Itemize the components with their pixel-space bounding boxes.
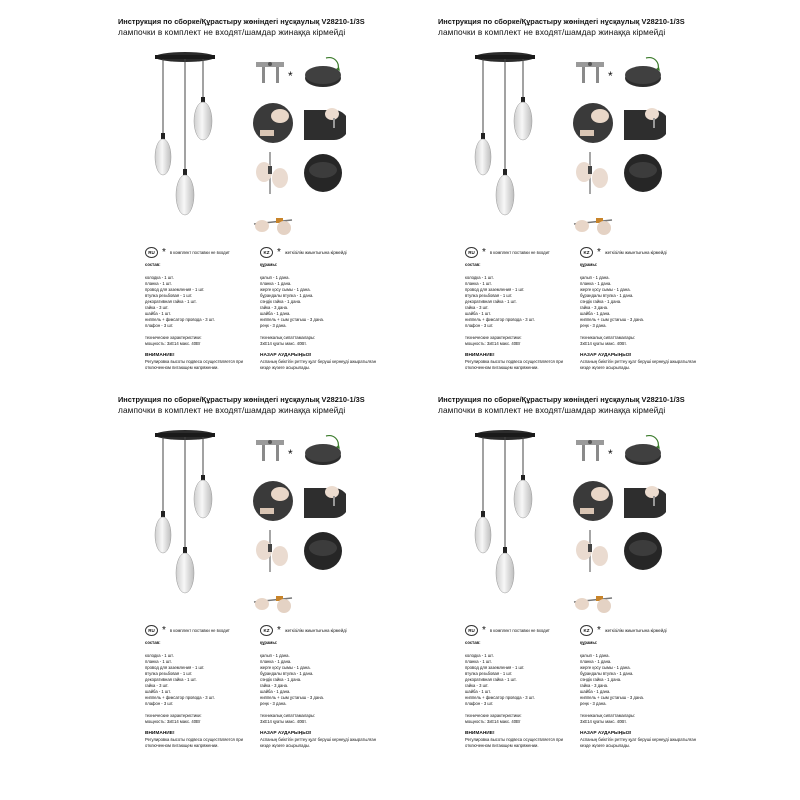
sheet-subtitle: лампочки в комплект не входят/шамдар жинаққа кірмейді — [118, 27, 346, 37]
list-item: бұрандалы втулка - 1 дана. — [580, 293, 634, 298]
star-icon: * — [162, 624, 166, 636]
contents-kz — [580, 262, 698, 371]
list-item: ниппель + сым ұстағыш - 3 дана. — [260, 695, 324, 700]
list-item: плафон - 3 шт. — [465, 701, 494, 706]
contents-ru-heading: состав: — [145, 262, 161, 267]
instruction-sheet — [320, 378, 720, 778]
list-item: планка - 1 шт. — [465, 281, 492, 286]
spec-kz-heading: техникалық сипаттамалары: — [580, 335, 636, 340]
list-item: ниппель + фиксатор провода - 3 шт. — [465, 317, 535, 322]
list-item: қалып - 1 дана. — [260, 653, 290, 658]
wire-connection-photo — [250, 200, 296, 246]
photo-star-label: * — [288, 69, 293, 83]
list-item: шайба - 1 шт. — [465, 311, 491, 316]
spec-ru-heading: технические характеристики: — [465, 713, 522, 718]
warning-ru-heading: ВНИМАНИЕ! — [465, 731, 495, 736]
list-item: декоративная гайка - 1 шт. — [145, 677, 197, 682]
list-item: планка - 1 дана. — [580, 659, 612, 664]
contents-ru — [465, 640, 583, 749]
legend-ru-text: в комплект поставки не входит — [169, 249, 230, 255]
legend-kz-text: жеткізілім жиынтығына кірмейді — [604, 249, 667, 255]
ru-badge-icon: RU — [145, 247, 158, 258]
list-item: қалып - 1 дана. — [260, 275, 290, 280]
contents-ru — [145, 640, 263, 749]
spec-ru-value: мощность: 3xE14 макс. 40Вт — [465, 719, 521, 724]
list-item: ниппель + фиксатор провода - 3 шт. — [145, 317, 215, 322]
list-item: ниппель + фиксатор провода - 3 шт. — [145, 695, 215, 700]
contents-ru-heading: состав: — [465, 262, 481, 267]
warning-kz-heading: НАЗАР АУДАРЫҢЫЗ! — [260, 353, 312, 358]
legend-ru-text: в комплект поставки не входит — [489, 249, 550, 255]
warning-kz-heading: НАЗАР АУДАРЫҢЫЗ! — [580, 353, 632, 358]
adjusting-wire-photo — [570, 528, 616, 574]
wire-connection-photo — [570, 200, 616, 246]
contents-ru-heading: состав: — [145, 640, 161, 645]
list-item: сәндік гайка - 1 дана. — [580, 299, 622, 304]
photo-star-label: * — [288, 447, 293, 461]
list-item: декоративная гайка - 1 шт. — [145, 299, 197, 304]
list-item: втулка резьбовая - 1 шт. — [145, 671, 193, 676]
list-item: жерге қосу сымы - 1 дана. — [260, 287, 311, 292]
spec-kz-heading: техникалық сипаттамалары: — [260, 713, 316, 718]
legend-ru-text: в комплект поставки не входит — [489, 627, 550, 633]
ru-badge-icon: RU — [145, 625, 158, 636]
list-item: декоративная гайка - 1 шт. — [465, 299, 517, 304]
warning-kz-text: Аспаның биіктігін реттеу қуат беруші кернеуді ажыратылған кезде жүзеге асырылады. — [580, 359, 697, 370]
legend-ru — [465, 246, 550, 258]
legend-kz-text: жеткізілім жиынтығына кірмейді — [604, 627, 667, 633]
list-item: қалып - 1 дана. — [580, 275, 610, 280]
sheet-title: Инструкция по сборке/Құрастыру жөніндегі нұсқаулық V28210-1/3S — [438, 17, 685, 26]
spec-ru-heading: технические характеристики: — [145, 335, 202, 340]
list-item: втулка резьбовая - 1 шт. — [465, 671, 513, 676]
spec-ru-heading: технические характеристики: — [465, 335, 522, 340]
installing-cover-photo — [570, 478, 616, 524]
sheet-subtitle: лампочки в комплект не входят/шамдар жинаққа кірмейді — [438, 27, 666, 37]
list-item: планка - 1 шт. — [465, 659, 492, 664]
list-item: жерге қосу сымы - 1 дана. — [580, 287, 631, 292]
wire-connection-photo — [570, 578, 616, 624]
list-item: жерге қосу сымы - 1 дана. — [260, 665, 311, 670]
contents-ru — [465, 262, 583, 371]
list-item: реңк - 3 дана. — [260, 701, 287, 706]
contents-kz-heading: құрамы: — [260, 262, 278, 267]
list-item: ниппель + сым ұстағыш - 3 дана. — [580, 695, 644, 700]
legend-ru-text: в комплект поставки не входит — [169, 627, 230, 633]
instruction-sheet — [320, 0, 720, 400]
kz-badge-icon: KZ — [580, 625, 593, 636]
photo-star-label: * — [608, 69, 613, 83]
adjusting-wire-photo — [250, 150, 296, 196]
ceiling-canopy-photo — [620, 428, 666, 474]
list-item: провод для заземления - 1 шт. — [145, 665, 205, 670]
star-icon: * — [277, 624, 281, 636]
adjusting-wire-photo — [570, 150, 616, 196]
list-item: қалып - 1 дана. — [580, 653, 610, 658]
list-item: плафон - 3 шт. — [145, 323, 174, 328]
list-item: втулка резьбовая - 1 шт. — [145, 293, 193, 298]
tightening-nut-photo — [620, 100, 666, 146]
legend-kz-text: жеткізілім жиынтығына кірмейді — [284, 627, 347, 633]
star-icon: * — [597, 246, 601, 258]
list-item: планка - 1 дана. — [260, 659, 292, 664]
ru-badge-icon: RU — [465, 247, 478, 258]
sheet-subtitle: лампочки в комплект не входят/шамдар жинаққа кірмейді — [118, 405, 346, 415]
sheet-title: Инструкция по сборке/Құрастыру жөніндегі нұсқаулық V28210-1/3S — [118, 395, 365, 404]
list-item: гайка - 3 дана. — [260, 305, 289, 310]
list-item: декоративная гайка - 1 шт. — [465, 677, 517, 682]
list-item: шайба - 1 дана. — [260, 689, 291, 694]
warning-ru-heading: ВНИМАНИЕ! — [145, 353, 175, 358]
list-item: планка - 1 шт. — [145, 281, 172, 286]
kz-badge-icon: KZ — [580, 247, 593, 258]
pendant-lamp-drawing — [125, 45, 230, 235]
legend-kz — [580, 624, 667, 636]
adjusting-wire-photo — [250, 528, 296, 574]
warning-kz-text: Аспаның биіктігін реттеу қуат беруші кернеуді ажыратылған кезде жүзеге асырылады. — [260, 737, 377, 748]
list-item: сәндік гайка - 1 дана. — [580, 677, 622, 682]
ceiling-canopy-photo — [620, 50, 666, 96]
legend-kz-text: жеткізілім жиынтығына кірмейді — [284, 249, 347, 255]
contents-kz-heading: құрамы: — [580, 640, 598, 645]
list-item: гайка - 3 дана. — [260, 683, 289, 688]
spec-ru-heading: технические характеристики: — [145, 713, 202, 718]
list-item: планка - 1 дана. — [260, 281, 292, 286]
star-icon: * — [162, 246, 166, 258]
spec-kz-value: 3xE14 қуаты макс. 40Вт. — [260, 719, 307, 724]
legend-kz — [580, 246, 667, 258]
list-item: гайка - 3 дана. — [580, 683, 609, 688]
spec-ru-value: мощность: 3xE14 макс. 40Вт — [145, 341, 201, 346]
list-item: гайка - 3 шт. — [465, 305, 489, 310]
pendant-lamp-drawing — [445, 423, 550, 613]
spec-kz-value: 3xE14 қуаты макс. 40Вт. — [260, 341, 307, 346]
list-item: колодка - 1 шт. — [145, 275, 174, 280]
warning-kz-heading: НАЗАР АУДАРЫҢЫЗ! — [260, 731, 312, 736]
warning-ru-text: Регулировка высоты подвеса осуществляется при отключенном питающем напряжении. — [465, 737, 563, 748]
installing-cover-photo — [570, 100, 616, 146]
spec-kz-value: 3xE14 қуаты макс. 40Вт. — [580, 341, 627, 346]
list-item: бұрандалы втулка - 1 дана. — [260, 293, 314, 298]
mounting-bracket-photo — [570, 50, 616, 96]
warning-ru-text: Регулировка высоты подвеса осуществляется при отключенном питающем напряжении. — [145, 359, 243, 370]
wire-connection-photo — [250, 578, 296, 624]
list-item: шайба - 1 шт. — [145, 689, 171, 694]
spec-kz-heading: техникалық сипаттамалары: — [580, 713, 636, 718]
list-item: шайба - 1 дана. — [580, 311, 611, 316]
list-item: гайка - 3 шт. — [145, 305, 169, 310]
mounting-bracket-photo — [570, 428, 616, 474]
list-item: бұрандалы втулка - 1 дана. — [260, 671, 314, 676]
list-item: провод для заземления - 1 шт. — [145, 287, 205, 292]
list-item: шайба - 1 дана. — [580, 689, 611, 694]
list-item: сәндік гайка - 1 дана. — [260, 299, 302, 304]
list-item: сәндік гайка - 1 дана. — [260, 677, 302, 682]
list-item: планка - 1 шт. — [145, 659, 172, 664]
list-item: реңк - 3 дана. — [580, 701, 607, 706]
kz-badge-icon: KZ — [260, 625, 273, 636]
canopy-fixed-photo — [620, 528, 666, 574]
list-item: ниппель + сым ұстағыш - 3 дана. — [260, 317, 324, 322]
list-item: колодка - 1 шт. — [465, 653, 494, 658]
list-item: бұрандалы втулка - 1 дана. — [580, 671, 634, 676]
ru-badge-icon: RU — [465, 625, 478, 636]
warning-kz-text: Аспаның биіктігін реттеу қуат беруші кернеуді ажыратылған кезде жүзеге асырылады. — [580, 737, 697, 748]
spec-kz-heading: техникалық сипаттамалары: — [260, 335, 316, 340]
star-icon: * — [277, 246, 281, 258]
kz-badge-icon: KZ — [260, 247, 273, 258]
star-icon: * — [482, 624, 486, 636]
list-item: гайка - 3 дана. — [580, 305, 609, 310]
sheet-subtitle: лампочки в комплект не входят/шамдар жинаққа кірмейді — [438, 405, 666, 415]
mounting-bracket-photo — [250, 428, 296, 474]
warning-kz-text: Аспаның биіктігін реттеу қуат беруші кернеуді ажыратылған кезде жүзеге асырылады. — [260, 359, 377, 370]
list-item: ниппель + фиксатор провода - 3 шт. — [465, 695, 535, 700]
list-item: провод для заземления - 1 шт. — [465, 665, 525, 670]
list-item: планка - 1 дана. — [580, 281, 612, 286]
pendant-lamp-drawing — [125, 423, 230, 613]
star-icon: * — [482, 246, 486, 258]
pendant-lamp-drawing — [445, 45, 550, 235]
legend-ru — [465, 624, 550, 636]
list-item: провод для заземления - 1 шт. — [465, 287, 525, 292]
list-item: жерге қосу сымы - 1 дана. — [580, 665, 631, 670]
warning-ru-text: Регулировка высоты подвеса осуществляется при отключенном питающем напряжении. — [465, 359, 563, 370]
installing-cover-photo — [250, 100, 296, 146]
contents-kz-heading: құрамы: — [260, 640, 278, 645]
list-item: колодка - 1 шт. — [465, 275, 494, 280]
canopy-fixed-photo — [620, 150, 666, 196]
contents-kz — [580, 640, 698, 749]
warning-ru-heading: ВНИМАНИЕ! — [145, 731, 175, 736]
list-item: реңк - 3 дана. — [260, 323, 287, 328]
installing-cover-photo — [250, 478, 296, 524]
spec-ru-value: мощность: 3xE14 макс. 40Вт — [145, 719, 201, 724]
list-item: втулка резьбовая - 1 шт. — [465, 293, 513, 298]
contents-ru — [145, 262, 263, 371]
list-item: гайка - 3 шт. — [465, 683, 489, 688]
warning-kz-heading: НАЗАР АУДАРЫҢЫЗ! — [580, 731, 632, 736]
tightening-nut-photo — [620, 478, 666, 524]
legend-ru — [145, 624, 230, 636]
list-item: шайба - 1 шт. — [465, 689, 491, 694]
list-item: плафон - 3 шт. — [465, 323, 494, 328]
list-item: гайка - 3 шт. — [145, 683, 169, 688]
photo-star-label: * — [608, 447, 613, 461]
list-item: шайба - 1 шт. — [145, 311, 171, 316]
contents-ru-heading: состав: — [465, 640, 481, 645]
legend-ru — [145, 246, 230, 258]
mounting-bracket-photo — [250, 50, 296, 96]
warning-ru-heading: ВНИМАНИЕ! — [465, 353, 495, 358]
contents-kz-heading: құрамы: — [580, 262, 598, 267]
list-item: шайба - 1 дана. — [260, 311, 291, 316]
sheet-title: Инструкция по сборке/Құрастыру жөніндегі нұсқаулық V28210-1/3S — [438, 395, 685, 404]
list-item: ниппель + сым ұстағыш - 3 дана. — [580, 317, 644, 322]
list-item: реңк - 3 дана. — [580, 323, 607, 328]
assembly-photos — [570, 50, 670, 250]
list-item: колодка - 1 шт. — [145, 653, 174, 658]
star-icon: * — [597, 624, 601, 636]
assembly-photos — [570, 428, 670, 628]
spec-kz-value: 3xE14 қуаты макс. 40Вт. — [580, 719, 627, 724]
warning-ru-text: Регулировка высоты подвеса осуществляется при отключенном питающем напряжении. — [145, 737, 243, 748]
spec-ru-value: мощность: 3xE14 макс. 40Вт — [465, 341, 521, 346]
sheet-title: Инструкция по сборке/Құрастыру жөніндегі нұсқаулық V28210-1/3S — [118, 17, 365, 26]
list-item: плафон - 3 шт. — [145, 701, 174, 706]
